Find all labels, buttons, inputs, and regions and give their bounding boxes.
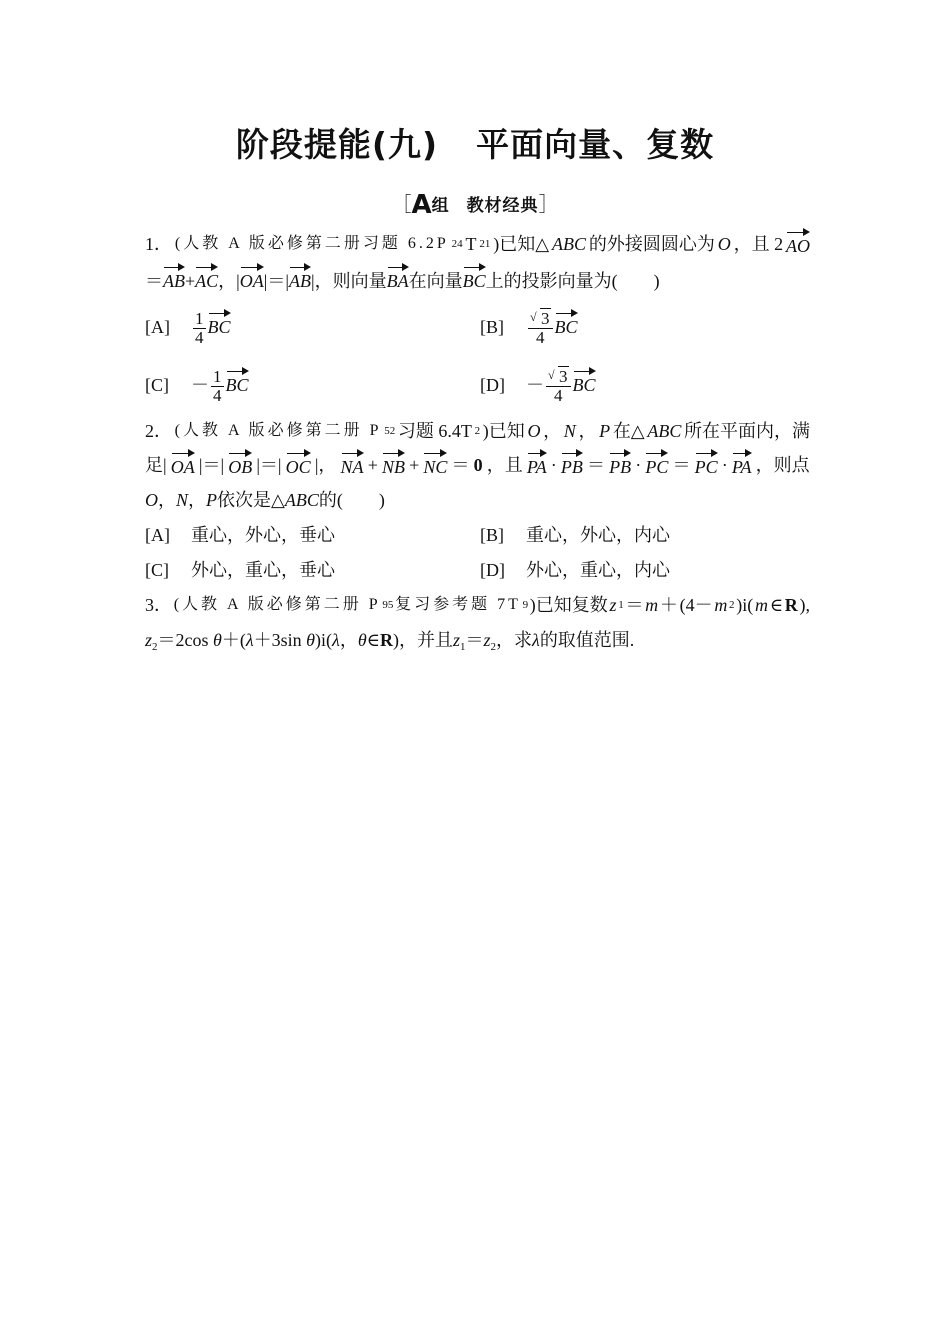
q3-number: 3． bbox=[145, 595, 172, 615]
fraction-denominator: 4 bbox=[213, 386, 222, 406]
q3-l2-h: 的取值范围. bbox=[539, 630, 635, 650]
q3-sub2: 2 bbox=[490, 641, 497, 653]
fraction bbox=[546, 368, 571, 405]
group-word: 组 bbox=[431, 196, 449, 216]
q2-option-b[interactable] bbox=[480, 520, 670, 550]
radicand: 3 bbox=[541, 309, 550, 329]
title-sub: 平面向量、复数 bbox=[476, 125, 715, 164]
q3-sub1: 1 bbox=[460, 641, 466, 653]
radicand: 3 bbox=[559, 367, 568, 387]
q3-in: ∈ bbox=[366, 630, 380, 650]
q2-source-sub2: 2 bbox=[474, 425, 481, 437]
q2-line1 bbox=[145, 416, 810, 446]
vector-pa: PA bbox=[527, 450, 547, 482]
q3-plus: ＋ bbox=[659, 595, 678, 615]
q3-real-set: R bbox=[379, 630, 393, 650]
q1-text-d: ，| bbox=[218, 271, 240, 291]
q2-l2-f: ，则点 bbox=[755, 455, 810, 475]
fraction-numerator bbox=[528, 310, 553, 329]
q2-option-a[interactable] bbox=[145, 520, 335, 550]
vector-pb: PB bbox=[609, 450, 631, 482]
vector-bc: BC bbox=[555, 310, 578, 342]
q3-m: m bbox=[645, 595, 659, 615]
q1-option-d[interactable] bbox=[480, 368, 596, 405]
q3-plus: ＋ bbox=[221, 630, 240, 650]
q1-line2 bbox=[145, 264, 810, 296]
q3-l2-e: ， bbox=[339, 630, 358, 650]
vector-nc: NC bbox=[423, 450, 447, 482]
vector-pc: PC bbox=[695, 450, 718, 482]
fraction-denominator: 4 bbox=[536, 328, 545, 348]
vector-pc: PC bbox=[645, 450, 668, 482]
dot: · bbox=[635, 455, 642, 475]
option-label: [A] bbox=[145, 525, 170, 545]
q3-l2-d: )i( bbox=[315, 630, 333, 650]
q3-l2-a: 2cos bbox=[175, 630, 209, 650]
q2-comma: ， bbox=[158, 490, 176, 510]
q1-option-a[interactable] bbox=[145, 310, 231, 347]
option-sign: － bbox=[191, 375, 209, 395]
q1-source-t: T bbox=[465, 234, 477, 254]
q1-text-f: |，则向量 bbox=[311, 271, 387, 291]
q2-o: O bbox=[527, 421, 541, 441]
q2-text-c: 所在平面内，满 bbox=[684, 421, 810, 441]
q1-line1 bbox=[145, 229, 810, 261]
q3-l2-f: )，并且 bbox=[392, 630, 453, 650]
vector-ob: OB bbox=[228, 450, 252, 482]
q3-source: (人教 A 版必修第二册 P bbox=[173, 596, 381, 613]
q2-line2 bbox=[145, 450, 810, 482]
vector-na: NA bbox=[341, 450, 364, 482]
q3-real-set: R bbox=[784, 595, 798, 615]
option-text: 外心，重心，垂心 bbox=[191, 560, 335, 580]
q3-z: z bbox=[145, 630, 153, 650]
q2-number: 2． bbox=[145, 421, 172, 441]
vector-pa: PA bbox=[732, 450, 752, 482]
q3-sub2: 2 bbox=[152, 641, 158, 653]
q3-eq: ＝ bbox=[625, 595, 644, 615]
q3-source-mid: 复习参考题 7T bbox=[395, 596, 521, 613]
q3-source-sub1: 95 bbox=[382, 599, 394, 611]
right-bracket: ］ bbox=[538, 192, 559, 216]
vector-ab: AB bbox=[163, 264, 185, 296]
q2-option-c[interactable] bbox=[145, 555, 335, 585]
vector-nb: NB bbox=[382, 450, 405, 482]
q2-n: N bbox=[176, 490, 189, 510]
q1-abc: ABC bbox=[552, 234, 586, 254]
fraction-numerator: 1 bbox=[195, 309, 204, 329]
q1-source-sub1: 24 bbox=[451, 238, 463, 250]
q2-abc: ABC bbox=[647, 421, 682, 441]
q3-z: z bbox=[452, 630, 460, 650]
q1-source-sub2: 21 bbox=[479, 238, 491, 250]
q3-theta: θ bbox=[357, 630, 367, 650]
dot: · bbox=[721, 455, 728, 475]
q3-p1: (4－ bbox=[679, 595, 713, 615]
q2-text-b: 在△ bbox=[612, 421, 645, 441]
fraction-numerator bbox=[546, 368, 571, 387]
q3-text-a: )已知复数 bbox=[529, 595, 608, 615]
q2-text-a: )已知 bbox=[482, 421, 525, 441]
q3-l2-c: ＋3sin bbox=[253, 630, 302, 650]
q2-l2-d: |， bbox=[314, 455, 337, 475]
q2-eq: ＝ bbox=[672, 455, 691, 475]
q2-plus: + bbox=[367, 455, 378, 475]
option-text: 外心，重心，内心 bbox=[526, 560, 670, 580]
q2-eq: ＝ bbox=[586, 455, 605, 475]
fraction-numerator: 1 bbox=[213, 367, 222, 387]
q2-l2-a: 足| bbox=[145, 455, 167, 475]
option-sign: － bbox=[526, 375, 544, 395]
q2-l3-end: 依次是△ bbox=[217, 490, 285, 510]
q3-z: z bbox=[609, 595, 617, 615]
vector-bc: BC bbox=[208, 310, 231, 342]
vector-ba: BA bbox=[387, 264, 409, 296]
q1-text-g: 在向量 bbox=[408, 271, 463, 291]
vector-ab-2: AB bbox=[289, 264, 311, 296]
q2-comma: ， bbox=[188, 490, 207, 510]
q2-source-mid: 习题 6.4T bbox=[397, 421, 472, 441]
q3-theta: θ bbox=[306, 630, 316, 650]
option-label: [D] bbox=[480, 560, 505, 580]
vector-ao: AO bbox=[786, 229, 810, 261]
q1-text-b: 的外接圆圆心为 bbox=[588, 234, 715, 254]
q2-comma: ， bbox=[543, 421, 562, 441]
q3-eq: ＝ bbox=[157, 630, 176, 650]
option-label: [C] bbox=[145, 375, 169, 395]
q1-eq: ＝ bbox=[145, 271, 163, 291]
option-label: [B] bbox=[480, 317, 504, 337]
q1-text-e: |＝| bbox=[263, 271, 289, 291]
q2-p: P bbox=[599, 421, 611, 441]
q1-text-c: ，且 2 bbox=[733, 234, 784, 254]
q3-l2-b: ( bbox=[239, 630, 246, 650]
section-header bbox=[0, 190, 950, 220]
vector-ac: AC bbox=[195, 264, 218, 296]
dot: · bbox=[550, 455, 557, 475]
option-text: 重心，外心，内心 bbox=[526, 525, 670, 545]
q3-line1 bbox=[145, 590, 810, 620]
q2-source: (人教 A 版必修第二册 P bbox=[174, 422, 382, 439]
q3-lambda: λ bbox=[532, 630, 540, 650]
vector-oc: OC bbox=[286, 450, 311, 482]
q2-plus: + bbox=[409, 455, 420, 475]
q2-l2-e: ，且 bbox=[486, 455, 523, 475]
option-text: 重心，外心，垂心 bbox=[191, 525, 335, 545]
q3-z: z bbox=[483, 630, 491, 650]
q1-option-c[interactable] bbox=[145, 368, 249, 405]
left-bracket: ［ bbox=[391, 192, 412, 216]
fraction-denominator: 4 bbox=[195, 328, 204, 348]
q1-plus: + bbox=[185, 271, 196, 291]
q3-lambda: λ bbox=[245, 630, 254, 650]
fraction bbox=[211, 368, 224, 405]
q1-text-h: 上的投影向量为( ) bbox=[485, 271, 660, 291]
q3-sub1: 1 bbox=[618, 599, 624, 611]
q3-sup2: 2 bbox=[729, 599, 735, 611]
q2-l3-tail: 的( ) bbox=[318, 490, 385, 510]
sqrt-icon: √ 3 bbox=[548, 367, 568, 387]
option-label: [C] bbox=[145, 560, 169, 580]
q3-l2-g: ，求 bbox=[496, 630, 533, 650]
q3-line2 bbox=[145, 625, 810, 662]
option-label: [B] bbox=[480, 525, 504, 545]
fraction bbox=[193, 310, 206, 347]
q1-o: O bbox=[717, 234, 731, 254]
vector-pb: PB bbox=[561, 450, 583, 482]
q2-l2-b: |＝| bbox=[198, 455, 225, 475]
vector-bc: BC bbox=[573, 368, 596, 400]
q3-p3: ), bbox=[799, 595, 810, 615]
option-label: [A] bbox=[145, 317, 170, 337]
option-label: [D] bbox=[480, 375, 505, 395]
q1-option-b[interactable] bbox=[480, 310, 578, 347]
q3-source-sub2: 9 bbox=[522, 599, 529, 611]
page-title bbox=[0, 122, 950, 168]
q2-line3 bbox=[145, 485, 810, 515]
q2-l2-c: |＝| bbox=[256, 455, 282, 475]
q1-source: (人教 A 版必修第二册习题 6.2P bbox=[174, 235, 449, 252]
q1-number: 1． bbox=[145, 234, 172, 254]
q3-lambda: λ bbox=[332, 630, 340, 650]
sqrt-icon: √ 3 bbox=[530, 309, 550, 329]
vector-bc: BC bbox=[463, 264, 486, 296]
q2-n: N bbox=[563, 421, 576, 441]
q2-comma: ， bbox=[578, 421, 597, 441]
q1-text-a: )已知△ bbox=[493, 234, 550, 254]
q3-theta: θ bbox=[213, 630, 222, 650]
group-name: 教材经典 bbox=[466, 196, 539, 216]
q2-source-sub1: 52 bbox=[384, 425, 396, 437]
vector-oa: OA bbox=[240, 264, 264, 296]
group-letter: A bbox=[411, 190, 432, 220]
q2-p: P bbox=[206, 490, 218, 510]
fraction bbox=[528, 310, 553, 347]
q3-in: ∈ bbox=[769, 595, 784, 615]
fraction-denominator: 4 bbox=[554, 386, 563, 406]
q2-eq: ＝ bbox=[451, 455, 470, 475]
q3-m: m bbox=[714, 595, 728, 615]
vector-oa: OA bbox=[171, 450, 195, 482]
q2-o: O bbox=[145, 490, 158, 510]
q3-m: m bbox=[754, 595, 768, 615]
zero-vector: 0 bbox=[473, 455, 483, 475]
title-main: 阶段提能(九) bbox=[235, 125, 439, 164]
q2-option-d[interactable] bbox=[480, 555, 670, 585]
q3-eq: ＝ bbox=[465, 630, 484, 650]
q3-p2: )i( bbox=[736, 595, 754, 615]
vector-bc: BC bbox=[226, 368, 249, 400]
q2-abc: ABC bbox=[284, 490, 319, 510]
